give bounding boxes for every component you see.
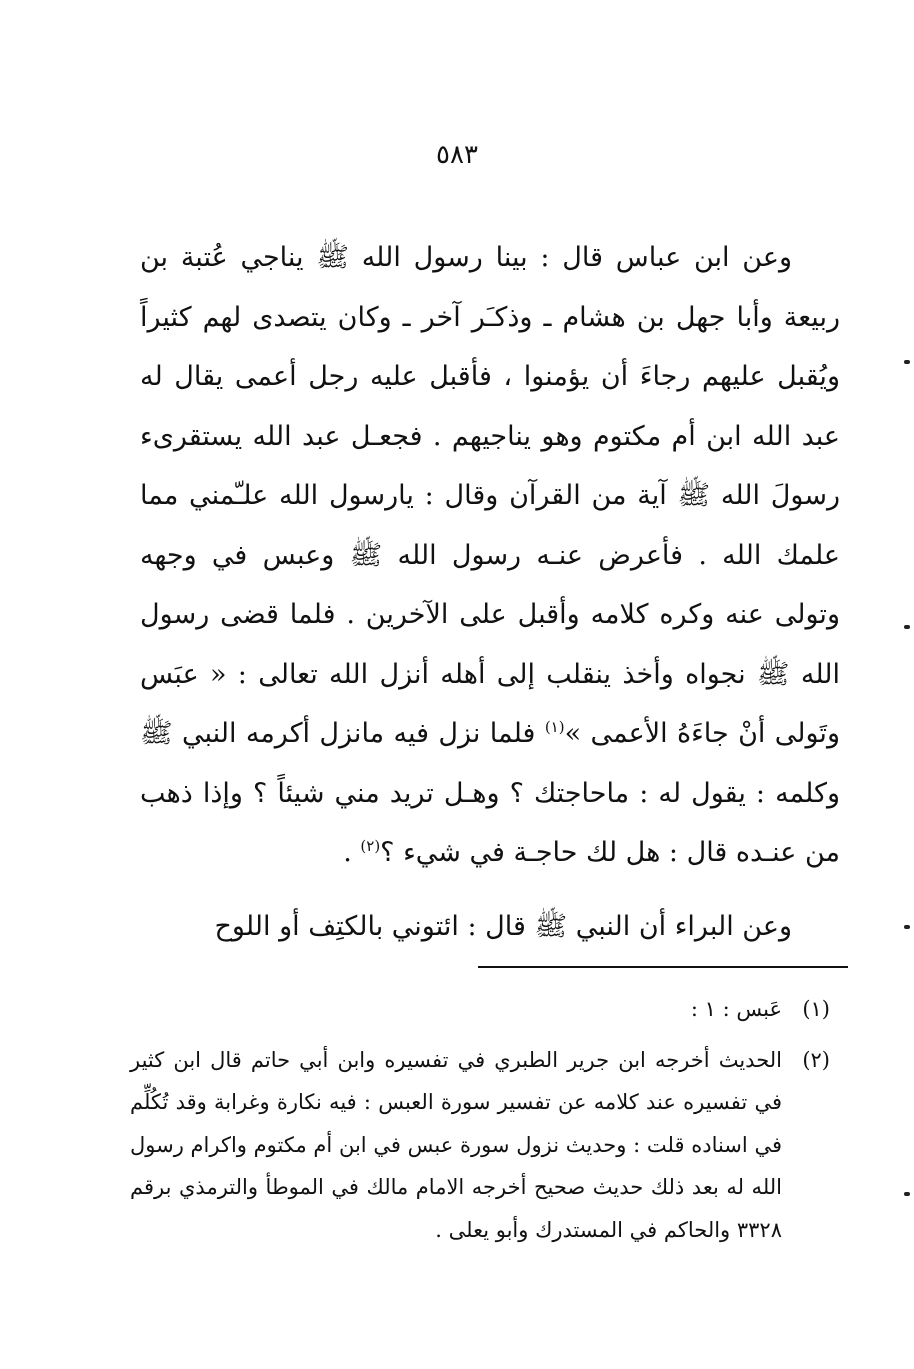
paragraph-text-continued: فلما نزل فيه مانزل أكرمه النبي ﷺ وكلمه : يقول له : ماحاجتك ؟ وهـل تريد مني شيئاً ؟ وإذا ذهب من عنـده قال : هل لك حاجـة في شيء ؟ <box>140 718 840 868</box>
footnote-reference-2: (٢) <box>360 837 381 855</box>
paragraph-al-baraa <box>140 897 840 957</box>
footnote-1 <box>130 988 830 1031</box>
page-number: ٥٨٣ <box>436 140 478 170</box>
paragraph-end-mark: . <box>343 837 352 868</box>
footnote-reference-1: (١) <box>544 718 565 736</box>
footnote-marker: (٢) <box>802 1047 830 1072</box>
scan-edge-mark <box>904 1192 910 1196</box>
scan-edge-mark <box>904 625 910 629</box>
footnote-divider <box>478 966 848 968</box>
scan-edge-mark <box>904 360 910 364</box>
footnotes <box>130 988 830 1251</box>
paragraph-ibn-abbas <box>140 228 840 883</box>
footnote-text: عَبس : ١ : <box>690 997 782 1021</box>
paragraph-text: وعن ابن عباس قال : بينا رسول الله ﷺ يناجي عُتبة بن ربيعة وأبا جهل بن هشام ـ وذكـَر آخر ـ وكان يتصدى لهم كثيراً ويُقبل عليهم رجاءَ أن يؤمنوا ، فأقبل عليه رجل أعمى يقال له عبد الله ابن أم مكتوم وهو يناجيهم . فجعـل عبد الله يستقرىء رسولَ الله ﷺ آية من القرآن وقال : يارسول الله علـّمني مما علمك الله . فأعرض عنـه رسول الله ﷺ وعبس في وجهه وتولى عنه وكره كلامه وأقبل على الآخرين . فلما قضى رسول الله ﷺ نجواه وأخذ ينقلب إلى أهله أنزل الله تعالى : « عبَس وتَولى أنْ جاءَهُ الأعمى » <box>140 242 840 749</box>
paragraph-text: وعن البراء أن النبي ﷺ قال : ائتوني بالكتِف أو اللوح <box>214 910 792 942</box>
footnote-text: الحديث أخرجه ابن جرير الطبري في تفسيره وابن أبي حاتم قال ابن كثير في تفسيره عند كلامه عن تفسير سورة العبس : فيه نكارة وغرابة وقد تُكُلِّم في اسناده قلت : وحديث نزول سورة عبس في ابن أم مكتوم واكرام رسول الله له بعد ذلك حديث صحيح أخرجه الامام مالك في الموطأ والترمذي برقم ٣٣٢٨ والحاكم في المستدرك وأبو يعلى . <box>130 1047 782 1242</box>
main-text <box>140 228 840 956</box>
scan-edge-mark <box>904 925 910 929</box>
footnote-marker: (١) <box>802 997 830 1021</box>
footnote-2 <box>130 1039 830 1252</box>
